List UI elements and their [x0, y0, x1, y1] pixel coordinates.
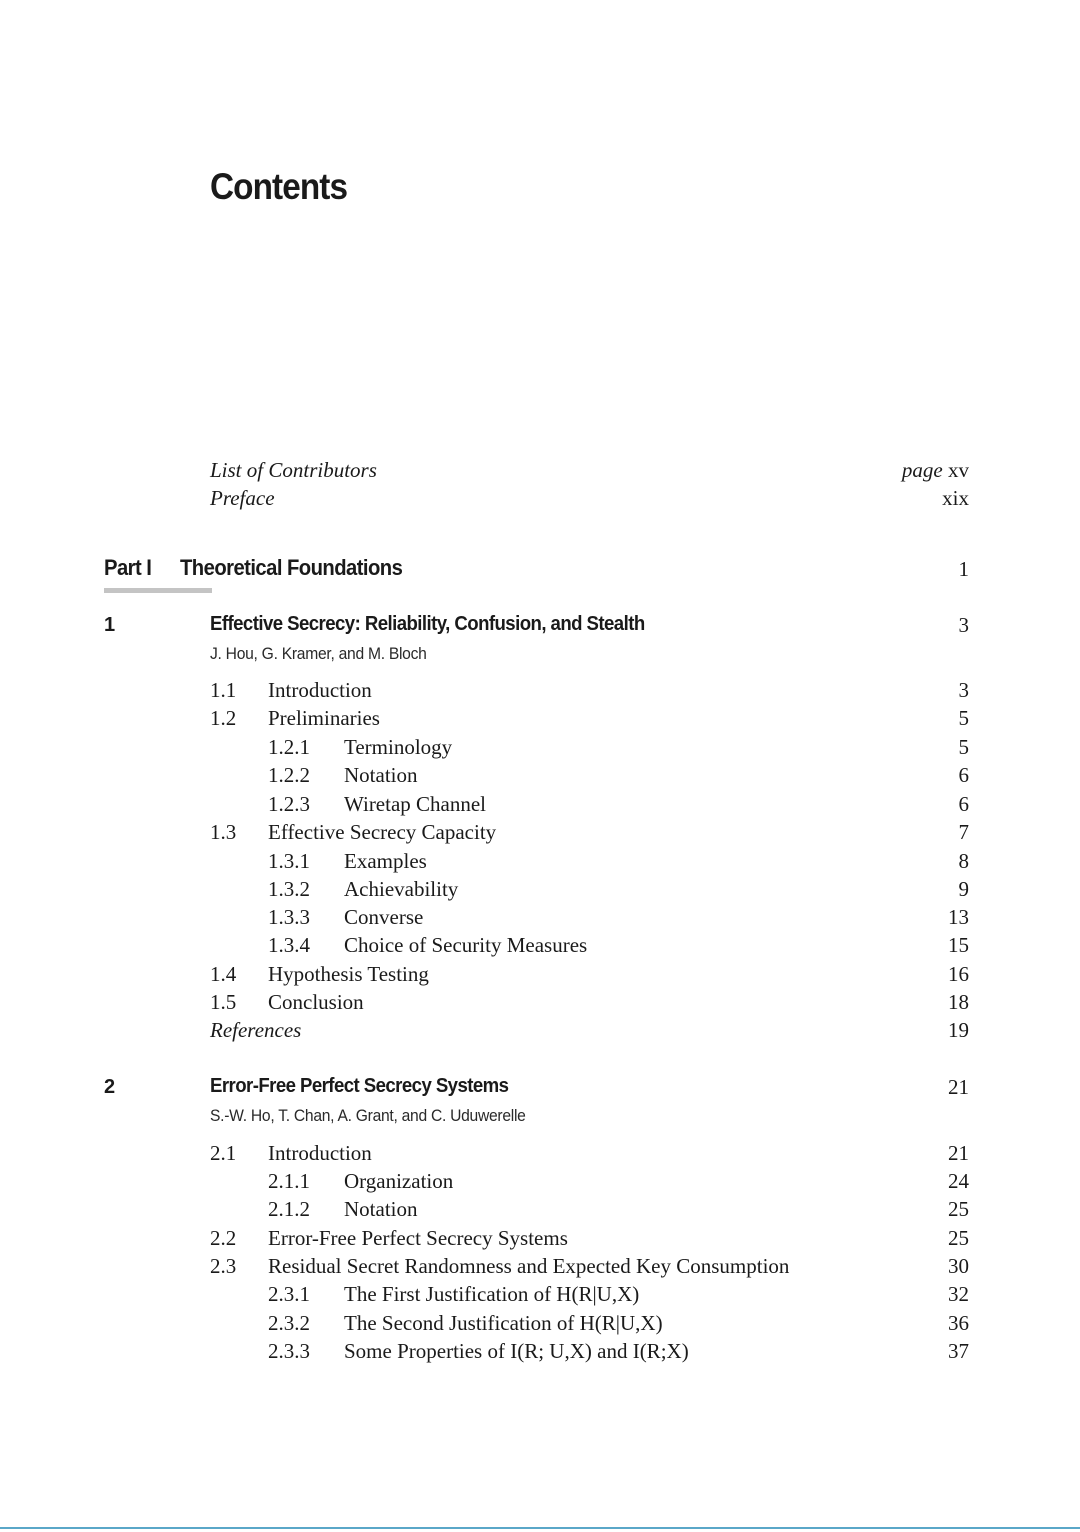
subsection-page: 37 — [948, 1339, 969, 1363]
subsection-title[interactable]: Organization — [344, 1169, 454, 1193]
section-page: 25 — [948, 1226, 969, 1250]
subsection-number: 1.2.2 — [268, 763, 310, 787]
subsection-number: 2.3.2 — [268, 1311, 310, 1335]
subsection-title[interactable]: Wiretap Channel — [344, 792, 487, 816]
subsection-number: 1.3.1 — [268, 849, 310, 873]
subsection-page: 36 — [948, 1311, 969, 1335]
section-page: 30 — [948, 1254, 969, 1278]
subsection-number: 2.3.3 — [268, 1339, 310, 1363]
toc-entry-preface[interactable]: Preface — [210, 486, 275, 510]
toc-page-preface: xix — [942, 486, 969, 510]
section-page: 7 — [958, 820, 969, 844]
chapter-title[interactable]: Effective Secrecy: Reliability, Confusion, and Stealth — [210, 613, 645, 635]
subsection-number: 2.1.2 — [268, 1197, 310, 1221]
subsection-page: 6 — [958, 763, 969, 787]
part-page: 1 — [958, 557, 969, 581]
subsection-page: 13 — [948, 905, 969, 929]
section-number: 2.2 — [210, 1226, 237, 1250]
section-page: 18 — [948, 990, 969, 1014]
section-title[interactable]: Effective Secrecy Capacity — [268, 820, 497, 844]
subsection-page: 25 — [948, 1197, 969, 1221]
section-page: 16 — [948, 962, 969, 986]
section-number: 1.3 — [210, 820, 237, 844]
chapter-authors: J. Hou, G. Kramer, and M. Bloch — [210, 644, 427, 663]
subsection-number: 2.3.1 — [268, 1282, 310, 1306]
section-title[interactable]: Residual Secret Randomness and Expected Key Consumption — [268, 1254, 790, 1278]
section-number: 1.4 — [210, 962, 237, 986]
part-rule — [104, 588, 212, 593]
subsection-title[interactable]: Examples — [344, 849, 427, 873]
section-title[interactable]: Hypothesis Testing — [268, 962, 429, 986]
subsection-title[interactable]: Some Properties of I(R; U,X) and I(R;X) — [344, 1339, 689, 1363]
subsection-page: 6 — [958, 792, 969, 816]
chapter-title[interactable]: Error-Free Perfect Secrecy Systems — [210, 1075, 509, 1097]
subsection-title[interactable]: Converse — [344, 905, 424, 929]
section-title[interactable]: Preliminaries — [268, 706, 380, 730]
subsection-page: 5 — [958, 735, 969, 759]
subsection-title[interactable]: Notation — [344, 1197, 418, 1221]
section-number: 1.2 — [210, 706, 237, 730]
subsection-title[interactable]: Achievability — [344, 877, 459, 901]
toc-entry-contributors[interactable]: List of Contributors — [210, 458, 377, 482]
chapter-number: 1 — [104, 614, 116, 636]
section-number: 2.1 — [210, 1141, 237, 1165]
part-label: Part I — [104, 555, 152, 580]
bottom-rule — [0, 1527, 1080, 1529]
chapter-page: 3 — [958, 613, 969, 637]
part-title[interactable]: Theoretical Foundations — [180, 555, 403, 580]
page-title: Contents — [210, 166, 348, 207]
page-prefix: page — [901, 458, 943, 482]
toc-page-contributors — [902, 458, 969, 483]
subsection-page: 24 — [948, 1169, 969, 1193]
section-page: 21 — [948, 1141, 969, 1165]
subsection-title[interactable]: Terminology — [344, 735, 453, 759]
subsection-number: 1.3.3 — [268, 905, 310, 929]
subsection-title[interactable]: Notation — [344, 763, 418, 787]
section-number: 1.5 — [210, 990, 237, 1014]
subsection-title[interactable]: Choice of Security Measures — [344, 933, 588, 957]
chapter-number: 2 — [104, 1076, 116, 1098]
section-title[interactable]: Conclusion — [268, 990, 364, 1014]
section-page: 3 — [958, 678, 969, 702]
subsection-number: 2.1.1 — [268, 1169, 310, 1193]
section-title[interactable]: Introduction — [268, 678, 372, 702]
chapter-page: 21 — [948, 1075, 969, 1099]
subsection-number: 1.2.1 — [268, 735, 310, 759]
subsection-page: 8 — [958, 849, 969, 873]
subsection-number: 1.2.3 — [268, 792, 310, 816]
page-number: xv — [948, 458, 969, 482]
chapter-authors: S.-W. Ho, T. Chan, A. Grant, and C. Uduwerelle — [210, 1106, 526, 1125]
subsection-title[interactable]: The Second Justification of H(R|U,X) — [344, 1311, 663, 1335]
section-title[interactable]: Error-Free Perfect Secrecy Systems — [268, 1226, 568, 1250]
subsection-title[interactable]: The First Justification of H(R|U,X) — [344, 1282, 640, 1306]
subsection-page: 15 — [948, 933, 969, 957]
section-number: 2.3 — [210, 1254, 237, 1278]
subsection-number: 1.3.4 — [268, 933, 310, 957]
subsection-number: 1.3.2 — [268, 877, 310, 901]
references-page: 19 — [948, 1018, 969, 1042]
section-number: 1.1 — [210, 678, 237, 702]
section-title[interactable]: Introduction — [268, 1141, 372, 1165]
references-entry[interactable]: References — [210, 1018, 302, 1042]
section-page: 5 — [958, 706, 969, 730]
subsection-page: 9 — [958, 877, 969, 901]
subsection-page: 32 — [948, 1282, 969, 1306]
